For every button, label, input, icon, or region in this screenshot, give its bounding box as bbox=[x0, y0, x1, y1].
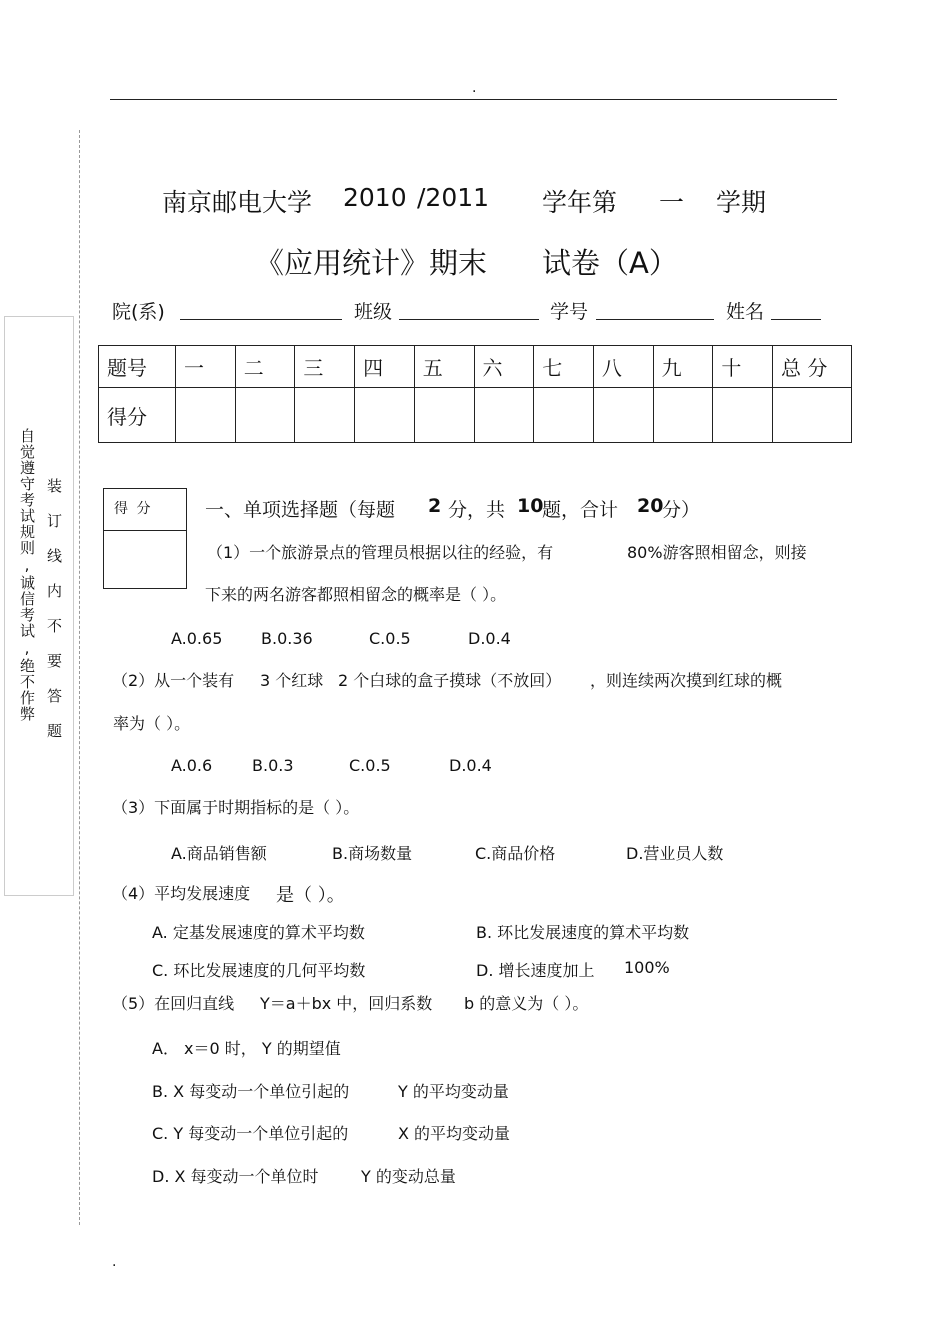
department-field[interactable] bbox=[180, 319, 342, 320]
section1-mid2: 题，合计 bbox=[542, 499, 619, 521]
question-1-option[interactable]: A.0.65 bbox=[171, 629, 223, 648]
question-number-label: 题号 bbox=[99, 346, 176, 388]
question-5-text: （5）在回归直线 bbox=[112, 994, 235, 1013]
question-2-option[interactable]: C.0.5 bbox=[349, 756, 391, 775]
col-header: 三 bbox=[295, 346, 355, 388]
binding-dashed-line bbox=[79, 130, 80, 1225]
question-4-option[interactable]: A. 定基发展速度的算术平均数 bbox=[152, 923, 365, 942]
question-3-text: （3）下面属于时期指标的是（ ）。 bbox=[112, 798, 360, 817]
section1-mid1: 分，共 bbox=[448, 499, 506, 521]
question-1-text: 下来的两名游客都照相留念的概率是（ ）。 bbox=[205, 585, 507, 604]
col-header: 一 bbox=[175, 346, 235, 388]
question-3-option[interactable]: D.营业员人数 bbox=[626, 844, 724, 863]
question-5-option[interactable]: B. X 每变动一个单位引起的 bbox=[152, 1082, 350, 1101]
term-number: 一 bbox=[659, 188, 685, 217]
binding-line-notice: 装订线内不要答题 bbox=[45, 478, 63, 758]
question-3-option[interactable]: C.商品价格 bbox=[475, 844, 556, 863]
year-start: 2010 bbox=[343, 183, 407, 212]
col-header: 五 bbox=[414, 346, 474, 388]
question-4-text: 是（ ）。 bbox=[276, 885, 345, 906]
student-id-label: 学号 bbox=[550, 301, 589, 323]
section1-title-prefix: 一、单项选择题（每题 bbox=[205, 499, 396, 521]
question-2-text: ，则连续两次摸到红球的概 bbox=[590, 671, 783, 690]
total-score-header: 总 分 bbox=[773, 346, 852, 388]
total-score-cell[interactable] bbox=[773, 388, 852, 443]
col-header: 六 bbox=[474, 346, 534, 388]
class-label: 班级 bbox=[354, 301, 393, 323]
university-name: 南京邮电大学 bbox=[162, 188, 313, 217]
question-5-option[interactable]: X 的平均变动量 bbox=[398, 1124, 511, 1143]
question-2-option[interactable]: B.0.3 bbox=[252, 756, 294, 775]
score-cell[interactable] bbox=[175, 388, 235, 443]
col-header: 七 bbox=[534, 346, 594, 388]
section-score-label: 得 分 bbox=[104, 489, 186, 531]
question-2-option[interactable]: D.0.4 bbox=[449, 756, 492, 775]
score-table-header-row bbox=[99, 346, 852, 388]
name-field[interactable] bbox=[771, 319, 821, 320]
col-header: 四 bbox=[355, 346, 415, 388]
question-2-text: 3 个红球 bbox=[260, 671, 324, 690]
question-1-text: 80%游客照相留念，则接 bbox=[627, 543, 807, 562]
question-5-option[interactable]: Y 的平均变动量 bbox=[398, 1082, 509, 1101]
score-cell[interactable] bbox=[534, 388, 594, 443]
question-5-text: Y＝a＋bx 中，回归系数 bbox=[260, 994, 433, 1013]
question-1-option[interactable]: B.0.36 bbox=[261, 629, 313, 648]
col-header: 九 bbox=[653, 346, 713, 388]
question-4-option[interactable]: B. 环比发展速度的算术平均数 bbox=[476, 923, 690, 942]
question-4-text: （4）平均发展速度 bbox=[112, 884, 251, 903]
question-5-option[interactable]: A． x＝0 时， Y 的期望值 bbox=[152, 1039, 341, 1058]
col-header: 十 bbox=[713, 346, 773, 388]
year-label: 学年第 bbox=[542, 188, 618, 217]
question-3-option[interactable]: B.商场数量 bbox=[332, 844, 413, 863]
question-4-option[interactable]: 100% bbox=[624, 958, 670, 977]
col-header: 二 bbox=[235, 346, 295, 388]
score-cell[interactable] bbox=[235, 388, 295, 443]
score-label: 得分 bbox=[99, 388, 176, 443]
section1-per-points: 2 bbox=[428, 495, 442, 517]
header-rule bbox=[110, 99, 837, 100]
section1-total: 20 bbox=[637, 495, 664, 517]
score-cell[interactable] bbox=[355, 388, 415, 443]
class-field[interactable] bbox=[399, 319, 539, 320]
question-2-text: （2）从一个装有 bbox=[112, 671, 235, 690]
name-label: 姓名 bbox=[726, 301, 765, 323]
question-5-option[interactable]: C. Y 每变动一个单位引起的 bbox=[152, 1124, 349, 1143]
section-score-box bbox=[103, 488, 187, 589]
honesty-notice: 自觉遵守考试规则,诚信考试,绝不作弊 bbox=[18, 428, 36, 722]
question-5-text: b 的意义为（ ）。 bbox=[464, 994, 589, 1013]
department-label: 院(系) bbox=[112, 301, 165, 323]
section1-count: 10 bbox=[517, 495, 544, 517]
question-2-text: 率为（ ）。 bbox=[113, 714, 191, 733]
question-4-option[interactable]: D. 增长速度加上 bbox=[476, 961, 595, 980]
score-cell[interactable] bbox=[593, 388, 653, 443]
section1-suffix: 分） bbox=[662, 499, 701, 521]
question-1-text: （1）一个旅游景点的管理员根据以往的经验，有 bbox=[207, 543, 554, 562]
footer-dot: . bbox=[112, 1254, 117, 1270]
course-title: 《应用统计》期末 bbox=[255, 246, 488, 280]
score-cell[interactable] bbox=[414, 388, 474, 443]
question-5-option[interactable]: D. X 每变动一个单位时 bbox=[152, 1167, 319, 1186]
question-4-option[interactable]: C. 环比发展速度的几何平均数 bbox=[152, 961, 366, 980]
term-label: 学期 bbox=[716, 188, 767, 217]
header-dot: . bbox=[472, 80, 477, 96]
question-3-option[interactable]: A.商品销售额 bbox=[171, 844, 267, 863]
score-cell[interactable] bbox=[295, 388, 355, 443]
question-2-text: 2 个白球的盒子摸球（不放回） bbox=[338, 671, 562, 690]
col-header: 八 bbox=[593, 346, 653, 388]
question-2-option[interactable]: A.0.6 bbox=[171, 756, 213, 775]
question-5-option[interactable]: Y 的变动总量 bbox=[361, 1167, 456, 1186]
student-id-field[interactable] bbox=[596, 319, 714, 320]
year-end: /2011 bbox=[417, 183, 490, 212]
score-table-score-row bbox=[99, 388, 852, 443]
score-table bbox=[98, 345, 852, 443]
score-cell[interactable] bbox=[653, 388, 713, 443]
paper-title: 试卷（A） bbox=[542, 246, 678, 280]
score-cell[interactable] bbox=[474, 388, 534, 443]
question-1-option[interactable]: C.0.5 bbox=[369, 629, 411, 648]
question-1-option[interactable]: D.0.4 bbox=[468, 629, 511, 648]
score-cell[interactable] bbox=[713, 388, 773, 443]
